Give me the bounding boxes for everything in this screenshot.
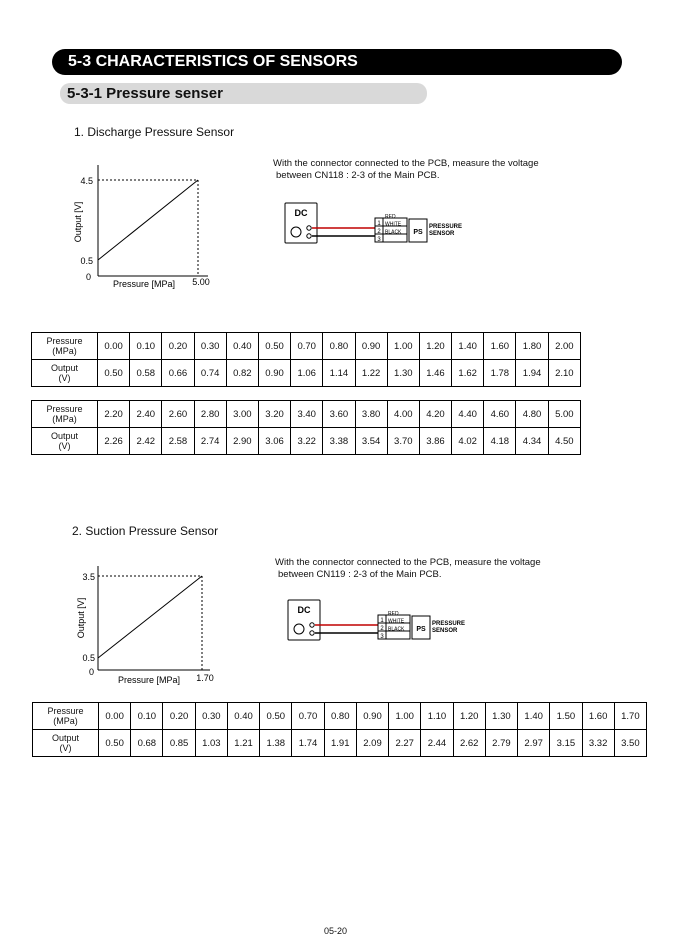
- output-cell: 2.26: [98, 428, 130, 455]
- pressure-cell: 1.00: [387, 333, 419, 360]
- output-cell: 3.86: [419, 428, 451, 455]
- output-cell: 2.42: [130, 428, 162, 455]
- y-tick-top: 4.5: [80, 176, 93, 186]
- output-cell: 2.79: [485, 730, 517, 757]
- pressure-cell: 0.50: [260, 703, 292, 730]
- output-cell: 1.74: [292, 730, 324, 757]
- pressure-cell: 1.30: [485, 703, 517, 730]
- output-cell: 0.68: [131, 730, 163, 757]
- pressure-cell: 4.40: [452, 401, 484, 428]
- output-cell: 1.38: [260, 730, 292, 757]
- pressure-row: [32, 401, 581, 428]
- pressure-sensor-label-1: PRESSURE: [432, 621, 466, 627]
- output-cell: 3.50: [614, 730, 646, 757]
- pressure-sensor-label-1: PRESSURE: [429, 224, 463, 230]
- output-cell: 0.82: [226, 360, 258, 387]
- wire-red-label: RED: [385, 214, 396, 220]
- discharge-sensor-title: 1. Discharge Pressure Sensor: [74, 125, 235, 139]
- wire-black-label: BLACK: [388, 626, 405, 633]
- pressure-cell: 0.50: [258, 333, 290, 360]
- suction-graph: [60, 558, 230, 690]
- pressure-cell: 3.40: [291, 401, 323, 428]
- output-cell: 4.50: [548, 428, 580, 455]
- pressure-cell: 0.40: [226, 333, 258, 360]
- y-tick-low: 0.5: [80, 256, 93, 266]
- pressure-cell: 3.80: [355, 401, 387, 428]
- pressure-cell: 0.20: [163, 703, 195, 730]
- subsection-header: 5-3-1 Pressure senser: [60, 83, 427, 104]
- output-cell: 2.09: [356, 730, 388, 757]
- pressure-cell: 0.80: [324, 703, 356, 730]
- dc-meter-label: DC: [297, 605, 311, 615]
- pressure-cell: 0.80: [323, 333, 355, 360]
- output-cell: 3.32: [582, 730, 614, 757]
- pin-1: 1: [380, 618, 384, 624]
- output-cell: 1.03: [195, 730, 227, 757]
- x-axis-label: Pressure [MPa]: [117, 675, 181, 685]
- discharge-table-1: [31, 332, 581, 387]
- pressure-header: Pressure (MPa): [33, 703, 99, 730]
- graph-characteristic-line: [98, 576, 202, 658]
- suction-circuit-diagram: [285, 597, 485, 643]
- output-cell: 1.06: [291, 360, 323, 387]
- pressure-cell: 4.20: [419, 401, 451, 428]
- output-cell: 0.85: [163, 730, 195, 757]
- pressure-row: [32, 333, 581, 360]
- pressure-cell: 2.40: [130, 401, 162, 428]
- suction-sensor-title: 2. Suction Pressure Sensor: [72, 524, 219, 538]
- discharge-note-2: between CN118 : 2-3 of the Main PCB.: [276, 170, 440, 181]
- origin-tick: 0: [85, 272, 91, 282]
- pressure-cell: 1.70: [614, 703, 646, 730]
- x-axis-label: Pressure [MPa]: [112, 279, 176, 289]
- pressure-row: [33, 703, 647, 730]
- output-cell: 0.58: [130, 360, 162, 387]
- origin-tick: 0: [88, 667, 94, 677]
- suction-note-2: between CN119 : 2-3 of the Main PCB.: [278, 569, 442, 580]
- output-cell: 3.22: [291, 428, 323, 455]
- discharge-table-2: [31, 400, 581, 455]
- output-cell: 1.62: [452, 360, 484, 387]
- pin-1: 1: [377, 221, 381, 227]
- suction-table: [32, 702, 647, 757]
- output-cell: 2.62: [453, 730, 485, 757]
- pressure-cell: 1.40: [452, 333, 484, 360]
- wire-red-label: RED: [388, 611, 399, 617]
- pressure-cell: 4.60: [484, 401, 516, 428]
- pressure-cell: 0.10: [130, 333, 162, 360]
- wire-white-label: WHITE: [388, 618, 405, 625]
- output-cell: 3.15: [550, 730, 582, 757]
- section-header: 5-3 CHARACTERISTICS OF SENSORS: [52, 49, 622, 75]
- output-cell: 0.90: [258, 360, 290, 387]
- pin-2: 2: [377, 229, 381, 235]
- output-cell: 2.74: [194, 428, 226, 455]
- pin-2: 2: [380, 626, 384, 632]
- pressure-cell: 2.60: [162, 401, 194, 428]
- pressure-cell: 0.20: [162, 333, 194, 360]
- output-cell: 2.27: [389, 730, 421, 757]
- output-cell: 2.44: [421, 730, 453, 757]
- wire-white-label: WHITE: [385, 221, 402, 228]
- wire-black-label: BLACK: [385, 229, 402, 236]
- pressure-sensor-label-2: SENSOR: [429, 231, 455, 237]
- pressure-cell: 4.80: [516, 401, 548, 428]
- output-cell: 0.50: [99, 730, 131, 757]
- pressure-cell: 1.60: [582, 703, 614, 730]
- graph-characteristic-line: [98, 180, 198, 260]
- pressure-cell: 0.70: [292, 703, 324, 730]
- dc-meter-label: DC: [294, 208, 308, 218]
- output-cell: 4.18: [484, 428, 516, 455]
- output-cell: 2.90: [226, 428, 258, 455]
- pressure-cell: 1.10: [421, 703, 453, 730]
- output-cell: 3.38: [323, 428, 355, 455]
- pressure-cell: 0.00: [98, 333, 130, 360]
- discharge-circuit-diagram: [282, 200, 482, 246]
- output-cell: 2.97: [518, 730, 550, 757]
- output-header: Output (V): [32, 360, 98, 387]
- x-tick-max: 1.70: [196, 673, 214, 683]
- output-header: Output (V): [32, 428, 98, 455]
- pressure-cell: 1.50: [550, 703, 582, 730]
- ps-label: PS: [413, 229, 423, 236]
- pressure-header: Pressure (MPa): [32, 333, 98, 360]
- pressure-cell: 2.20: [98, 401, 130, 428]
- output-cell: 0.74: [194, 360, 226, 387]
- output-cell: 1.46: [419, 360, 451, 387]
- pressure-cell: 3.00: [226, 401, 258, 428]
- pressure-cell: 1.40: [518, 703, 550, 730]
- output-cell: 1.30: [387, 360, 419, 387]
- x-tick-max: 5.00: [192, 277, 210, 287]
- pressure-cell: 0.10: [131, 703, 163, 730]
- pressure-cell: 0.30: [195, 703, 227, 730]
- output-cell: 3.54: [355, 428, 387, 455]
- pressure-cell: 1.20: [419, 333, 451, 360]
- output-header: Output (V): [33, 730, 99, 757]
- pressure-cell: 1.00: [389, 703, 421, 730]
- output-row: [32, 360, 581, 387]
- pressure-cell: 0.70: [291, 333, 323, 360]
- page-number: 05-20: [324, 926, 348, 936]
- output-cell: 1.14: [323, 360, 355, 387]
- pressure-cell: 3.20: [258, 401, 290, 428]
- output-cell: 3.06: [258, 428, 290, 455]
- pressure-cell: 0.90: [356, 703, 388, 730]
- pressure-cell: 4.00: [387, 401, 419, 428]
- output-cell: 4.34: [516, 428, 548, 455]
- output-row: [33, 730, 647, 757]
- discharge-graph: [60, 160, 230, 295]
- pressure-cell: 0.90: [355, 333, 387, 360]
- pressure-cell: 1.80: [516, 333, 548, 360]
- y-tick-low: 0.5: [82, 653, 95, 663]
- pin-3: 3: [377, 237, 381, 243]
- output-cell: 1.94: [516, 360, 548, 387]
- pressure-cell: 0.00: [99, 703, 131, 730]
- pressure-cell: 0.40: [227, 703, 259, 730]
- output-cell: 1.22: [355, 360, 387, 387]
- discharge-note-1: With the connector connected to the PCB, measure the voltage: [273, 158, 539, 169]
- y-tick-top: 3.5: [82, 572, 95, 582]
- y-axis-label: Output [V]: [73, 201, 83, 243]
- output-row: [32, 428, 581, 455]
- suction-note-1: With the connector connected to the PCB, measure the voltage: [275, 557, 541, 568]
- output-cell: 0.50: [98, 360, 130, 387]
- pressure-cell: 2.80: [194, 401, 226, 428]
- output-cell: 1.21: [227, 730, 259, 757]
- pressure-cell: 0.30: [194, 333, 226, 360]
- pressure-sensor-label-2: SENSOR: [432, 628, 458, 634]
- pressure-cell: 2.00: [548, 333, 580, 360]
- pressure-cell: 3.60: [323, 401, 355, 428]
- pressure-header: Pressure (MPa): [32, 401, 98, 428]
- output-cell: 0.66: [162, 360, 194, 387]
- output-cell: 3.70: [387, 428, 419, 455]
- pressure-cell: 5.00: [548, 401, 580, 428]
- y-axis-label: Output [V]: [76, 597, 86, 639]
- output-cell: 1.78: [484, 360, 516, 387]
- pin-3: 3: [380, 634, 384, 640]
- output-cell: 2.10: [548, 360, 580, 387]
- output-cell: 1.91: [324, 730, 356, 757]
- output-cell: 2.58: [162, 428, 194, 455]
- pressure-cell: 1.20: [453, 703, 485, 730]
- ps-label: PS: [416, 626, 426, 633]
- pressure-cell: 1.60: [484, 333, 516, 360]
- output-cell: 4.02: [452, 428, 484, 455]
